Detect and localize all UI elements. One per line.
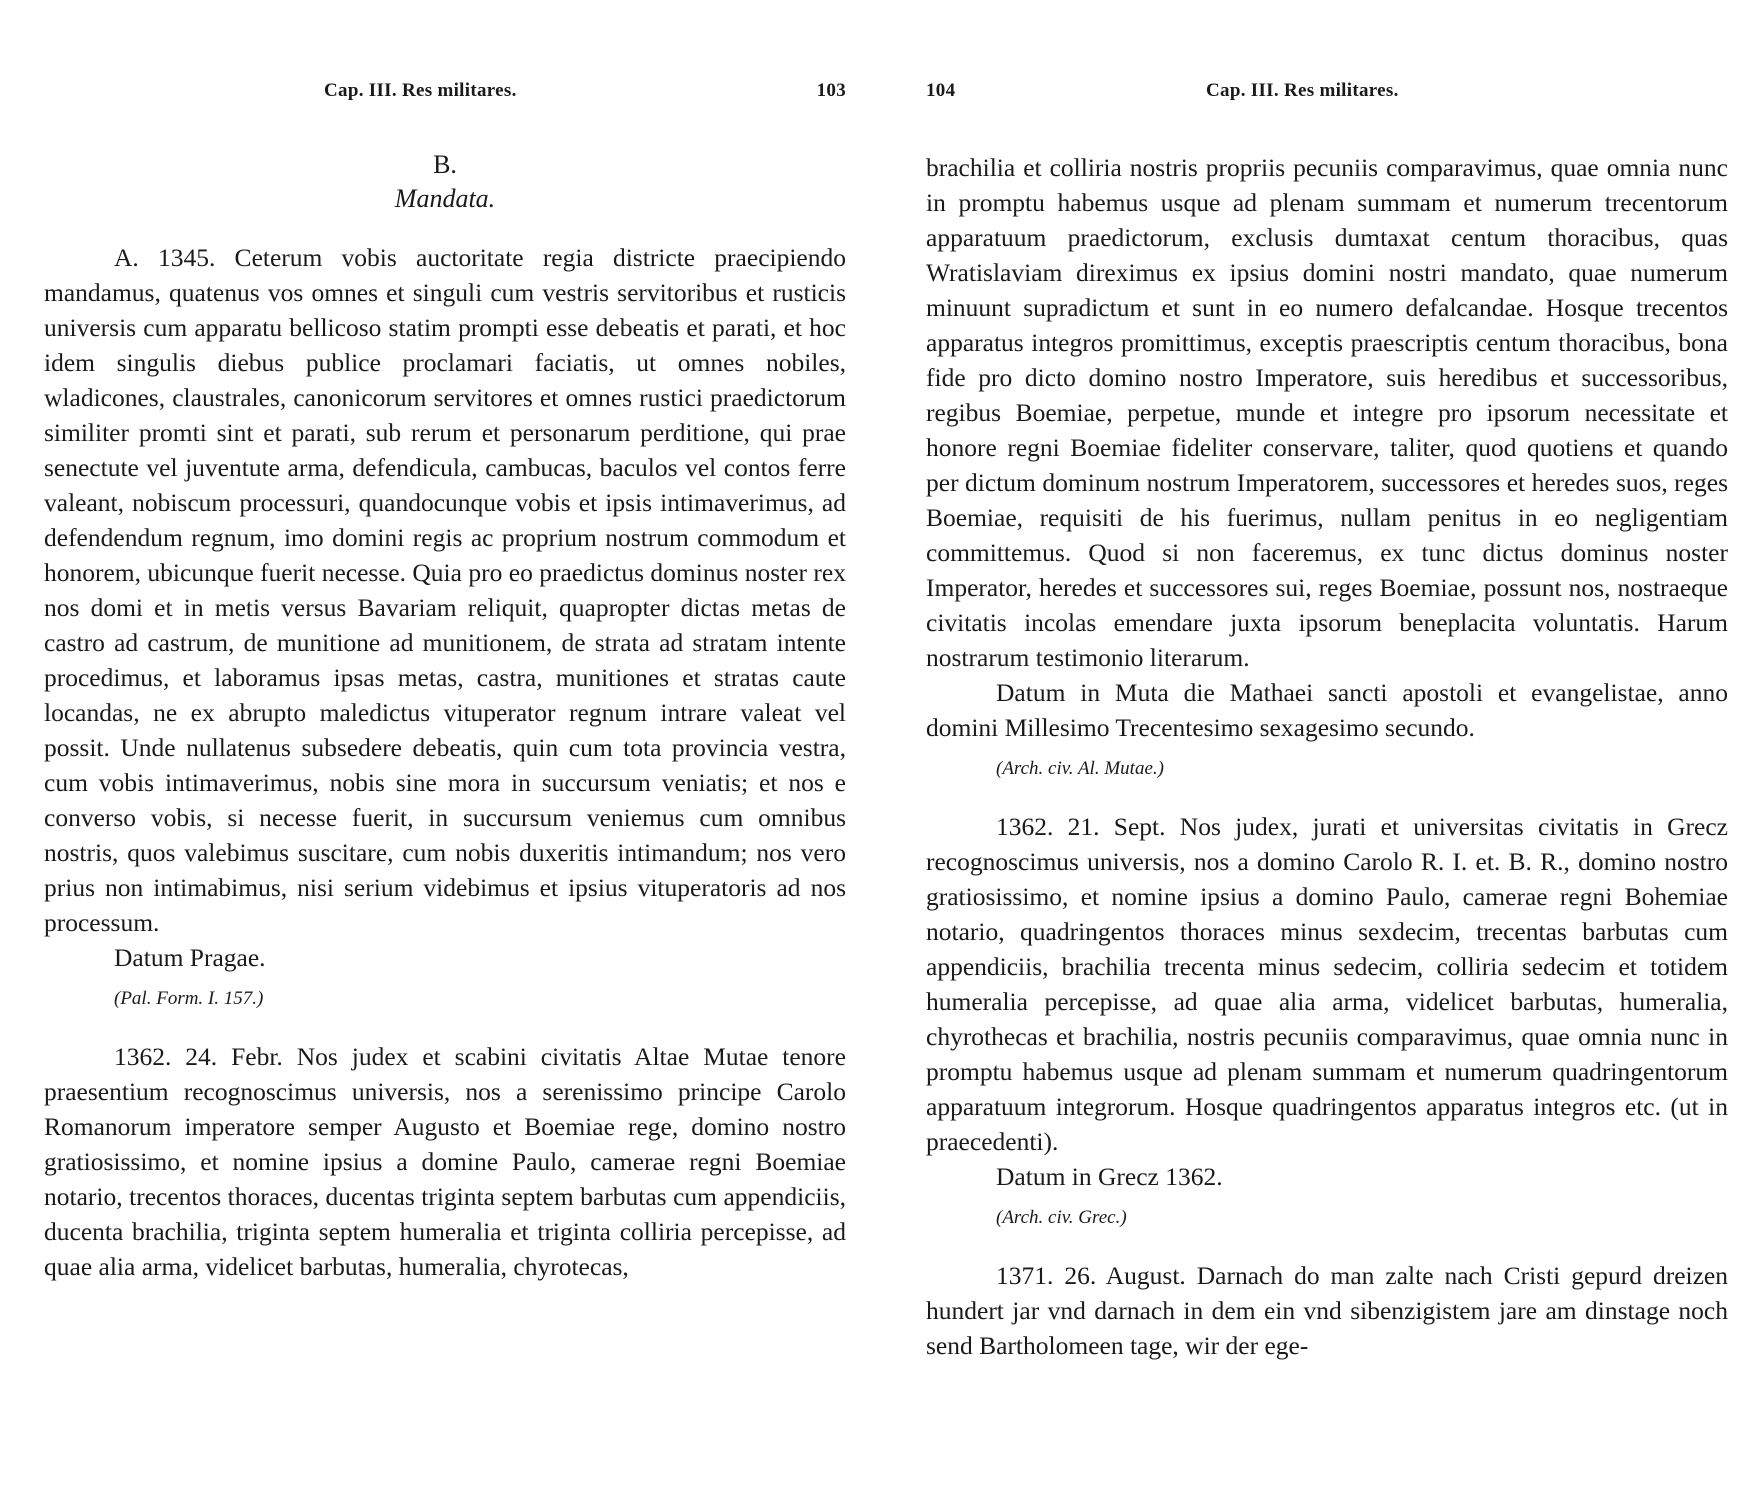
entry-text: 1362. 24. Febr. Nos judex et scabini civitatis Altae Mutae tenore praesentium recognoscimus universis, nos a serenissimo principe Carolo Romanorum imperatore semper Augusto et Boemiae rege, domino nostro gratiosissimo, et nomine ipsius a domine Paulo, camerae regni Boemiae notario, trecentos thoraces, ducentas triginta septem barbutas cum appendiciis, ducenta brachilia, triginta septem humeralia et triginta colliria percepisse, ad quae alia arma, videlicet barbutas, humeralia, chyrotecas, [44, 1041, 846, 1281]
continuation-text: brachilia et colliria nostris propriis pecuniis comparavimus, quae omnia nunc in promptu habemus usque ad plenam summam et numerum trecentorum apparatuum praedictorum, exclusis dumtaxat centum thoracibus, quas Wratislaviam direximus ex ipsius domini nostri mandato, quae numerum minuunt supradictum et sunt in eo numero defalcandae. Hosque trecentos apparatus integros promittimus, exceptis praescriptis centum thoracibus, bona fide pro dicto domino nostro Imperatore, suis heredibus et successoribus, regibus Boemiae, perpetue, munde et integre pro ipsorum necessitate et honore regni Boemiae fideliter conservare, taliter, quod quotiens et quando per dictum dominum nostrum Imperatorem, successores et heredes suos, reges Boemiae, requisiti de his fuerimus, nullam penitus in eo negligentiam committemus. Quod si non faceremus, ex tunc dictus dominus noster Imperator, heredes et successores sui, reges Boemiae, possunt nos, nostraeque civitatis incolas emendare juxta ipsorum beneplacita voluntatis. Harum nostrarum testimonio literarum. [926, 153, 1728, 672]
section-letter: B. [433, 150, 457, 179]
page-number: 103 [816, 80, 846, 101]
page-body [926, 150, 1728, 1363]
entry-text: 1362. 21. Sept. Nos judex, jurati et universitas civitatis in Grecz recognoscimus universis, nos a domino Carolo R. I. et. B. R., domino nostro gratiosissimo, et nomine ipsius a domino Paulo, camerae regni Bohemiae notario, quadringentos thoraces minus sexdecim, trecentas barbutas cum appendiciis, brachilia trecenta minus sedecim, colliria sedecim et totidem humeralia percepisse, ad quae alia arma, videlicet barbutas, humeralia, chyrothecas et brachilia, nostris pecuniis comparavimus, quae omnia nunc in promptu habemus usque ad plenam summam et numerum quadringentorum apparatuum integrorum. Hosque quadringentos apparatus integros etc. (ut in praecedenti). [926, 812, 1728, 1156]
entry-source: (Pal. Form. I. 157.) [114, 987, 264, 1009]
page-body [44, 240, 846, 1284]
running-head [926, 80, 1728, 120]
entry-text: 1371. 26. August. Darnach do man zalte nach Cristi gepurd dreizen hundert jar vnd darnach in dem ein vnd sibenzigistem jare am dinstage noch send Bartholomeen tage, wir der ege- [926, 1261, 1728, 1360]
running-head-title: Cap. III. Res militares. [1206, 80, 1399, 101]
right-page [926, 0, 1728, 1363]
entry-dated: Datum Pragae. [114, 942, 266, 972]
running-head [44, 80, 846, 120]
entry-text: A. 1345. Ceterum vobis auctoritate regia districte praecipiendo mandamus, quatenus vos omnes et singuli cum vestris servitoribus et rusticis universis cum apparatu bellicoso statim prompti esse debeatis et parati, et hoc idem singulis diebus publice proclamari faciatis, ut omnes nobiles, wladicones, claustrales, canonicorum servitores et omnes rustici praedictorum similiter promti sint et parati, sub rerum et personarum perditione, qui prae senectute vel juventute arma, defendicula, cambucas, baculos vel contos ferre valeant, nobiscum processuri, quandocunque vobis et ipsis intimaverimus, ad defendendum regnum, imo domini regis ac proprium nostrum commodum et honorem, ubicunque fuerit necesse. Quia pro eo praedictus dominus noster rex nos domi et in metis versus Bavariam reliquit, quapropter dictas metas de castro ad castrum, de munitione ad munitionem, de strata ad stratam intente procedimus, et laboramus ipsas metas, castra, munitiones et stratas caute locandas, ne ex abrupto maledictus vituperator regnum intrare valeat vel possit. Unde nullatenus subsedere debeatis, quin cum tota provincia vestra, cum vobis intimaverimus, nobis sine mora in succursum veniatis; et nos e converso vobis, si necesse fuerit, in succursum veniemus cum omnibus nostris, quos valebimus suscitare, cum nobis duxeritis intimandum; nos vero prius non intimabimus, nisi serium videbimus et ipsius vituperatoris ad nos processum. [44, 242, 846, 937]
entry-dated: Datum in Muta die Mathaei sancti apostoli et evangelistae, anno domini Millesimo Trecentesimo sexagesimo secundo. [926, 678, 1728, 742]
entry-dated: Datum in Grecz 1362. [996, 1162, 1223, 1191]
entry-source: (Arch. civ. Al. Mutae.) [996, 758, 1164, 779]
page-number: 104 [926, 80, 956, 101]
running-head-title: Cap. III. Res militares. [324, 80, 517, 101]
left-page [44, 0, 846, 1284]
entry-source: (Arch. civ. Grec.) [996, 1207, 1127, 1228]
section-title: Mandata. [394, 183, 496, 213]
